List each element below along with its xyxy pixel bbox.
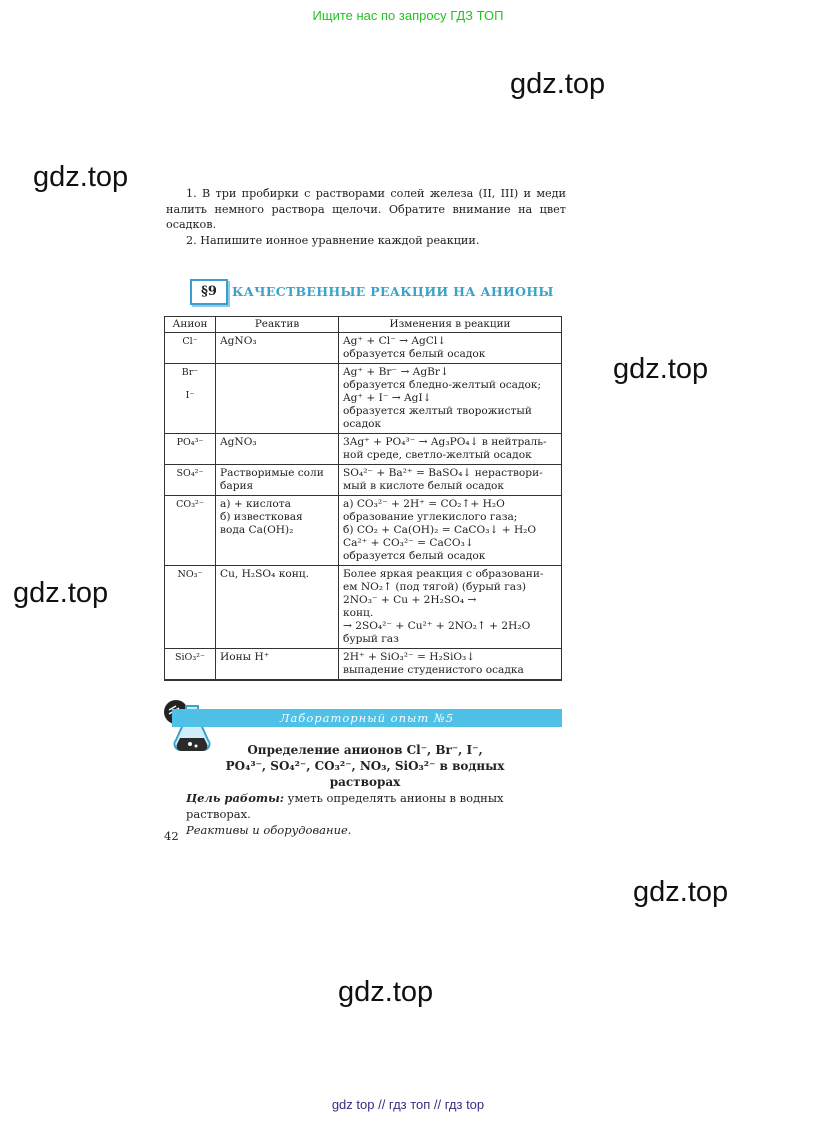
table-row [165,465,562,496]
reagent-cell-line: б) известковая [220,511,303,523]
change-cell-line: 2H⁺ + SiO₃²⁻ = H₂SiO₃↓ [343,651,476,663]
reagent-cell-line: Растворимые соли [220,467,324,479]
column-header-change: Изменения в реакции [339,317,562,333]
anion-cell [165,496,216,566]
anion-cell [165,333,216,364]
reagent-cell-line: AgNO₃ [220,436,257,448]
change-cell-line: б) CO₂ + Ca(OH)₂ = CaCO₃↓ + H₂O [343,524,537,536]
reagent-cell [216,434,339,465]
lab-experiment-title: Лабораторный опыт №5 [279,711,455,725]
anion-cell-line: Cl⁻ [182,336,198,347]
watermark: gdz.top [338,976,434,1008]
anion-cell-line: SO₄²⁻ [176,468,204,479]
lab-heading-line-1: Определение анионов Cl⁻, Br⁻, I⁻, [247,743,483,757]
reagent-cell-line: бария [220,480,254,492]
page-number: 42 [164,829,179,843]
change-cell-line: 3Ag⁺ + PO₄³⁻ → Ag₃PO₄↓ в нейтраль- [343,436,547,448]
change-cell [339,465,562,496]
change-cell [339,649,562,681]
section-number-badge: §9 [190,279,228,305]
change-cell-line: Более яркая реакция с образовани- [343,568,544,580]
lab-goal [186,790,566,838]
anion-cell [165,434,216,465]
change-cell-line: образуется белый осадок [343,348,486,360]
table-row [165,364,562,434]
watermark: gdz.top [510,68,606,100]
change-cell-line: ной среде, светло-желтый осадок [343,449,532,461]
reagent-cell-line: вода Ca(OH)₂ [220,524,294,536]
watermark: gdz.top [613,353,709,385]
section-title: КАЧЕСТВЕННЫЕ РЕАКЦИИ НА АНИОНЫ [232,284,554,299]
reagents-label: Реактивы и оборудование. [186,823,352,837]
column-header-anion: Анион [165,317,216,333]
table-row [165,649,562,681]
change-cell-line: выпадение студенистого осадка [343,664,524,676]
change-cell-line: осадок [343,418,382,430]
change-cell-line: ем NO₂↑ (под тягой) (бурый газ) [343,581,526,593]
change-cell-line: мый в кислоте белый осадок [343,480,505,492]
change-cell-line: бурый газ [343,633,399,645]
reagent-cell [216,649,339,681]
reagent-cell-line: Ионы H⁺ [220,651,270,663]
intro-paragraph-2: 2. Напишите ионное уравнение каждой реакции. [186,233,480,247]
lab-experiment-banner [172,709,562,727]
anion-cell [165,364,216,434]
reagent-cell [216,333,339,364]
lab-heading [200,742,530,790]
change-cell-line: 2NO₃⁻ + Cu + 2H₂SO₄ → [343,594,477,606]
intro-paragraph-1: 1. В три пробирки с растворами солей железа (II, III) и меди налить немного раствора щелочи. Обратите внимание на цвет осадков. [166,187,566,231]
change-cell-line: Ca²⁺ + CO₃²⁻ = CaCO₃↓ [343,537,474,549]
goal-text: уметь определять анионы в водных растворах. [186,791,504,821]
watermark: gdz.top [13,577,109,609]
reagent-cell [216,364,339,434]
reagent-cell-line: Cu, H₂SO₄ конц. [220,568,309,580]
reagent-cell-line: а) + кислота [220,498,291,510]
change-cell [339,333,562,364]
reagent-cell-line: AgNO₃ [220,335,257,347]
reagent-cell [216,465,339,496]
lab-heading-line-2: PO₄³⁻, SO₄²⁻, CO₃²⁻, NO₃, SiO₃²⁻ в водных растворах [225,759,505,789]
change-cell-line: образуется белый осадок [343,550,486,562]
anion-cell-line: PO₄³⁻ [176,437,204,448]
column-header-reagent: Реактив [216,317,339,333]
anion-cell-line: SiO₃²⁻ [175,652,205,663]
change-cell-line: SO₄²⁻ + Ba²⁺ = BaSO₄↓ нераствори- [343,467,543,479]
reagent-cell [216,496,339,566]
change-cell-line: а) CO₃²⁻ + 2H⁺ = CO₂↑+ H₂O [343,498,505,510]
anion-cell-line: Br⁻ [181,367,199,378]
change-cell-line: → 2SO₄²⁻ + Cu²⁺ + 2NO₂↑ + 2H₂O [343,620,531,632]
reagent-cell [216,566,339,649]
anion-cell-line: I⁻ [185,390,195,401]
change-cell-line: образование углекислого газа; [343,511,518,523]
table-row [165,566,562,649]
watermark: gdz.top [633,876,729,908]
change-cell-line: Ag⁺ + Br⁻ → AgBr↓ [343,366,449,378]
anion-cell-line: CO₃²⁻ [176,499,204,510]
anion-cell [165,649,216,681]
change-cell-line: Ag⁺ + Cl⁻ → AgCl↓ [343,335,447,347]
anion-cell [165,566,216,649]
table-row [165,434,562,465]
top-search-link[interactable]: Ищите нас по запросу ГДЗ ТОП [312,8,504,23]
watermark: gdz.top [33,161,129,193]
goal-label: Цель работы: [186,791,285,805]
change-cell-line: Ag⁺ + I⁻ → AgI↓ [343,392,432,404]
change-cell [339,434,562,465]
change-cell [339,496,562,566]
anion-reactions-table [164,316,562,681]
table-row [165,496,562,566]
intro-text [166,186,566,248]
change-cell-line: образуется желтый творожистый [343,405,532,417]
change-cell [339,566,562,649]
table-header-row [165,317,562,333]
table-row [165,333,562,364]
footer-links[interactable]: gdz top // гдз топ // гдз top [331,1097,485,1112]
change-cell-line: образуется бледно-желтый осадок; [343,379,542,391]
change-cell [339,364,562,434]
anion-cell-line: NO₃⁻ [177,569,203,580]
change-cell-line: конц. [343,607,374,619]
anion-cell [165,465,216,496]
